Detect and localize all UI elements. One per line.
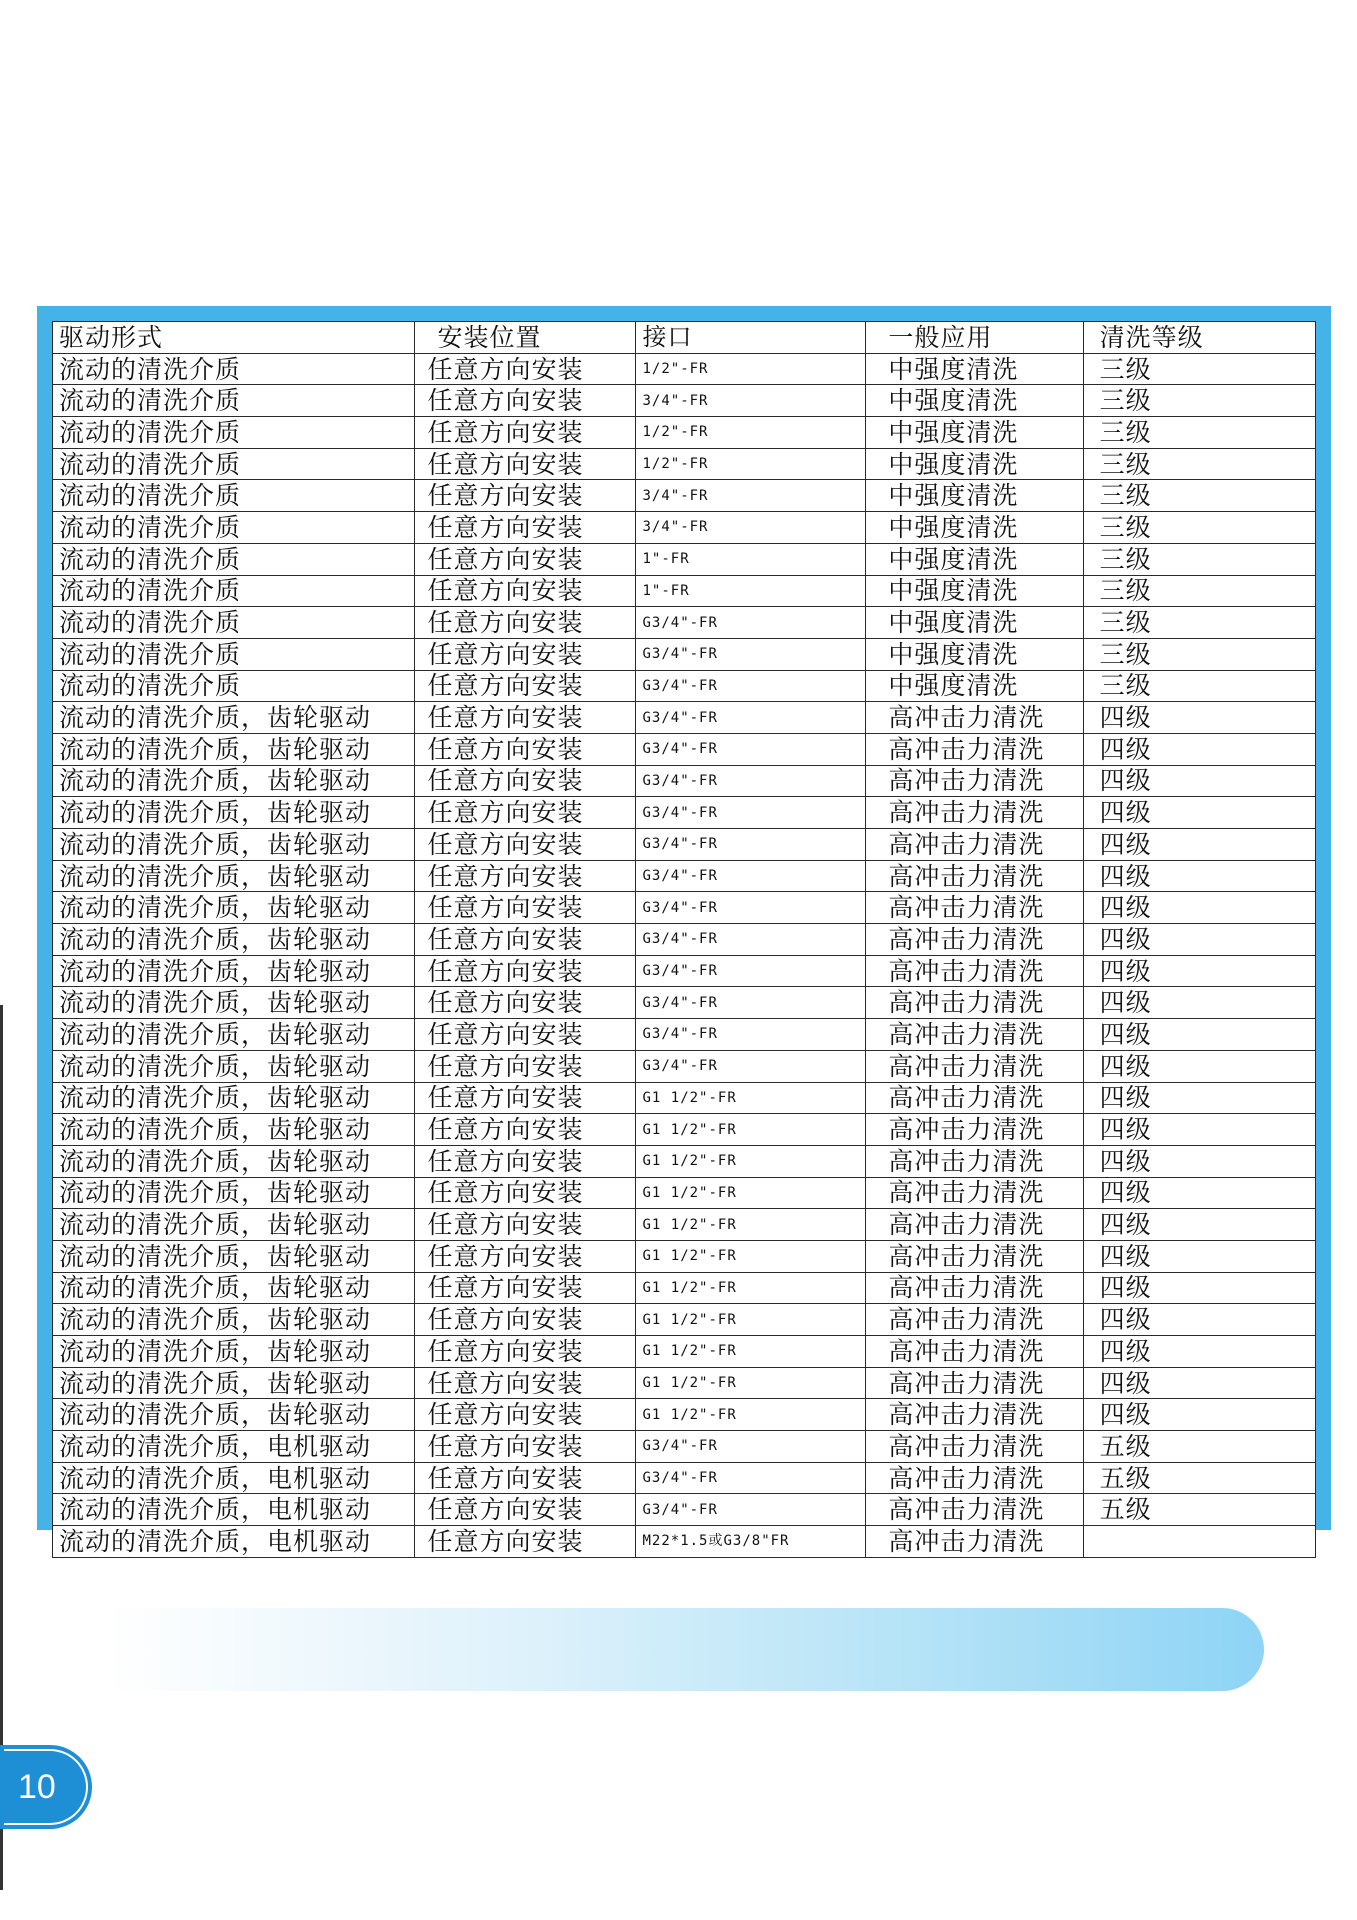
cell-cleaning-level: 四级	[1083, 733, 1315, 765]
cell-interface: G3/4"-FR	[636, 765, 866, 797]
cell-application: 高冲击力清洗	[866, 987, 1083, 1019]
cell-interface: G1 1/2"-FR	[636, 1145, 866, 1177]
table-row	[53, 543, 1316, 575]
cell-drive-type: 流动的清洗介质，齿轮驱动	[53, 1082, 415, 1114]
cell-application: 中强度清洗	[866, 353, 1083, 385]
cell-install-position: 任意方向安装	[415, 892, 636, 924]
table-row	[53, 1336, 1316, 1368]
cell-cleaning-level: 四级	[1083, 924, 1315, 956]
cell-application: 高冲击力清洗	[866, 1367, 1083, 1399]
cell-drive-type: 流动的清洗介质，齿轮驱动	[53, 924, 415, 956]
cell-cleaning-level: 四级	[1083, 1050, 1315, 1082]
cell-install-position: 任意方向安装	[415, 512, 636, 544]
cell-interface: 1/2"-FR	[636, 448, 866, 480]
cell-application: 高冲击力清洗	[866, 702, 1083, 734]
table-row	[53, 1304, 1316, 1336]
table-row	[53, 1462, 1316, 1494]
cell-interface: 1"-FR	[636, 575, 866, 607]
table-row	[53, 702, 1316, 734]
table-row	[53, 1209, 1316, 1241]
cell-application: 中强度清洗	[866, 543, 1083, 575]
cell-application: 中强度清洗	[866, 607, 1083, 639]
cell-install-position: 任意方向安装	[415, 987, 636, 1019]
cell-application: 高冲击力清洗	[866, 1431, 1083, 1463]
cell-install-position: 任意方向安装	[415, 765, 636, 797]
cell-cleaning-level: 五级	[1083, 1462, 1315, 1494]
cell-drive-type: 流动的清洗介质	[53, 417, 415, 449]
cell-install-position: 任意方向安装	[415, 1304, 636, 1336]
header-interface: 接口	[636, 322, 866, 354]
cell-application: 中强度清洗	[866, 638, 1083, 670]
cell-drive-type: 流动的清洗介质，齿轮驱动	[53, 1367, 415, 1399]
cell-application: 高冲击力清洗	[866, 1177, 1083, 1209]
cell-application: 高冲击力清洗	[866, 797, 1083, 829]
cell-interface: 1/2"-FR	[636, 417, 866, 449]
cell-drive-type: 流动的清洗介质，齿轮驱动	[53, 955, 415, 987]
cell-application: 高冲击力清洗	[866, 1494, 1083, 1526]
cell-cleaning-level: 三级	[1083, 448, 1315, 480]
table-row	[53, 955, 1316, 987]
cell-cleaning-level: 三级	[1083, 480, 1315, 512]
cell-drive-type: 流动的清洗介质，电机驱动	[53, 1494, 415, 1526]
cell-install-position: 任意方向安装	[415, 670, 636, 702]
cell-interface: G3/4"-FR	[636, 1462, 866, 1494]
cell-drive-type: 流动的清洗介质，齿轮驱动	[53, 1272, 415, 1304]
cell-interface: 1"-FR	[636, 543, 866, 575]
cell-drive-type: 流动的清洗介质，齿轮驱动	[53, 765, 415, 797]
spec-table-frame	[37, 306, 1331, 1556]
cell-application: 高冲击力清洗	[866, 1304, 1083, 1336]
cell-drive-type: 流动的清洗介质	[53, 575, 415, 607]
table-row	[53, 1399, 1316, 1431]
cell-install-position: 任意方向安装	[415, 1336, 636, 1368]
cell-drive-type: 流动的清洗介质，电机驱动	[53, 1526, 415, 1558]
cell-drive-type: 流动的清洗介质，齿轮驱动	[53, 1177, 415, 1209]
cell-application: 高冲击力清洗	[866, 1019, 1083, 1051]
cell-drive-type: 流动的清洗介质，齿轮驱动	[53, 1336, 415, 1368]
cell-application: 中强度清洗	[866, 480, 1083, 512]
cell-install-position: 任意方向安装	[415, 1431, 636, 1463]
cell-interface: 3/4"-FR	[636, 512, 866, 544]
cell-interface: G1 1/2"-FR	[636, 1209, 866, 1241]
cell-install-position: 任意方向安装	[415, 417, 636, 449]
cell-interface: G3/4"-FR	[636, 733, 866, 765]
table-row	[53, 892, 1316, 924]
cell-drive-type: 流动的清洗介质，齿轮驱动	[53, 797, 415, 829]
cell-cleaning-level: 三级	[1083, 638, 1315, 670]
table-row	[53, 1272, 1316, 1304]
table-row	[53, 638, 1316, 670]
spec-table	[52, 321, 1316, 1558]
cell-interface: G3/4"-FR	[636, 955, 866, 987]
cell-interface: G3/4"-FR	[636, 924, 866, 956]
cell-cleaning-level: 四级	[1083, 1336, 1315, 1368]
cell-install-position: 任意方向安装	[415, 1462, 636, 1494]
cell-interface: G3/4"-FR	[636, 1050, 866, 1082]
table-row	[53, 1082, 1316, 1114]
cell-drive-type: 流动的清洗介质，电机驱动	[53, 1431, 415, 1463]
cell-install-position: 任意方向安装	[415, 1114, 636, 1146]
cell-interface: G1 1/2"-FR	[636, 1240, 866, 1272]
cell-drive-type: 流动的清洗介质	[53, 353, 415, 385]
cell-install-position: 任意方向安装	[415, 1240, 636, 1272]
table-row	[53, 1177, 1316, 1209]
cell-cleaning-level: 四级	[1083, 1399, 1315, 1431]
table-row	[53, 1145, 1316, 1177]
cell-application: 高冲击力清洗	[866, 1114, 1083, 1146]
cell-install-position: 任意方向安装	[415, 1082, 636, 1114]
cell-drive-type: 流动的清洗介质	[53, 480, 415, 512]
cell-cleaning-level	[1083, 1526, 1315, 1558]
cell-drive-type: 流动的清洗介质，电机驱动	[53, 1462, 415, 1494]
cell-drive-type: 流动的清洗介质，齿轮驱动	[53, 1019, 415, 1051]
cell-drive-type: 流动的清洗介质，齿轮驱动	[53, 1399, 415, 1431]
cell-cleaning-level: 四级	[1083, 1145, 1315, 1177]
cell-drive-type: 流动的清洗介质	[53, 607, 415, 639]
cell-drive-type: 流动的清洗介质，齿轮驱动	[53, 1240, 415, 1272]
cell-interface: G3/4"-FR	[636, 702, 866, 734]
cell-interface: G1 1/2"-FR	[636, 1399, 866, 1431]
cell-cleaning-level: 三级	[1083, 543, 1315, 575]
cell-application: 高冲击力清洗	[866, 1240, 1083, 1272]
cell-interface: G1 1/2"-FR	[636, 1114, 866, 1146]
cell-install-position: 任意方向安装	[415, 1272, 636, 1304]
cell-application: 中强度清洗	[866, 512, 1083, 544]
table-row	[53, 829, 1316, 861]
cell-install-position: 任意方向安装	[415, 638, 636, 670]
cell-cleaning-level: 四级	[1083, 1082, 1315, 1114]
decorative-gradient-banner	[104, 1608, 1264, 1691]
cell-cleaning-level: 四级	[1083, 1304, 1315, 1336]
cell-install-position: 任意方向安装	[415, 1050, 636, 1082]
cell-cleaning-level: 四级	[1083, 987, 1315, 1019]
cell-install-position: 任意方向安装	[415, 1367, 636, 1399]
table-header-row	[53, 322, 1316, 354]
table-row	[53, 385, 1316, 417]
cell-interface: 1/2"-FR	[636, 353, 866, 385]
cell-interface: 3/4"-FR	[636, 385, 866, 417]
cell-install-position: 任意方向安装	[415, 955, 636, 987]
table-row	[53, 1050, 1316, 1082]
header-cleaning-level: 清洗等级	[1083, 322, 1315, 354]
cell-application: 高冲击力清洗	[866, 1209, 1083, 1241]
table-row	[53, 575, 1316, 607]
cell-install-position: 任意方向安装	[415, 924, 636, 956]
header-drive-type: 驱动形式	[53, 322, 415, 354]
cell-drive-type: 流动的清洗介质，齿轮驱动	[53, 892, 415, 924]
table-row	[53, 1367, 1316, 1399]
cell-cleaning-level: 四级	[1083, 765, 1315, 797]
cell-application: 高冲击力清洗	[866, 765, 1083, 797]
cell-install-position: 任意方向安装	[415, 1209, 636, 1241]
cell-install-position: 任意方向安装	[415, 829, 636, 861]
table-row	[53, 860, 1316, 892]
table-row	[53, 417, 1316, 449]
cell-application: 高冲击力清洗	[866, 955, 1083, 987]
cell-interface: G1 1/2"-FR	[636, 1367, 866, 1399]
cell-cleaning-level: 三级	[1083, 385, 1315, 417]
cell-drive-type: 流动的清洗介质，齿轮驱动	[53, 1304, 415, 1336]
table-row	[53, 670, 1316, 702]
cell-drive-type: 流动的清洗介质，齿轮驱动	[53, 1209, 415, 1241]
cell-install-position: 任意方向安装	[415, 607, 636, 639]
cell-cleaning-level: 三级	[1083, 670, 1315, 702]
cell-interface: G3/4"-FR	[636, 1019, 866, 1051]
cell-drive-type: 流动的清洗介质，齿轮驱动	[53, 733, 415, 765]
table-row	[53, 607, 1316, 639]
cell-install-position: 任意方向安装	[415, 1494, 636, 1526]
cell-install-position: 任意方向安装	[415, 733, 636, 765]
cell-install-position: 任意方向安装	[415, 385, 636, 417]
cell-install-position: 任意方向安装	[415, 448, 636, 480]
cell-install-position: 任意方向安装	[415, 480, 636, 512]
cell-application: 高冲击力清洗	[866, 1336, 1083, 1368]
cell-interface: G1 1/2"-FR	[636, 1177, 866, 1209]
cell-interface: G3/4"-FR	[636, 987, 866, 1019]
cell-drive-type: 流动的清洗介质，齿轮驱动	[53, 1114, 415, 1146]
cell-interface: G3/4"-FR	[636, 797, 866, 829]
cell-cleaning-level: 五级	[1083, 1494, 1315, 1526]
table-row	[53, 924, 1316, 956]
cell-application: 高冲击力清洗	[866, 1462, 1083, 1494]
table-row	[53, 1019, 1316, 1051]
cell-application: 中强度清洗	[866, 575, 1083, 607]
table-row	[53, 1431, 1316, 1463]
cell-install-position: 任意方向安装	[415, 353, 636, 385]
cell-application: 高冲击力清洗	[866, 733, 1083, 765]
table-row	[53, 480, 1316, 512]
cell-application: 中强度清洗	[866, 385, 1083, 417]
cell-drive-type: 流动的清洗介质，齿轮驱动	[53, 1145, 415, 1177]
cell-interface: G3/4"-FR	[636, 1494, 866, 1526]
cell-cleaning-level: 三级	[1083, 575, 1315, 607]
cell-application: 高冲击力清洗	[866, 1145, 1083, 1177]
cell-application: 中强度清洗	[866, 448, 1083, 480]
cell-application: 高冲击力清洗	[866, 1526, 1083, 1558]
table-row	[53, 353, 1316, 385]
cell-interface: G1 1/2"-FR	[636, 1082, 866, 1114]
table-row	[53, 1526, 1316, 1558]
spec-table-body	[53, 322, 1316, 1558]
cell-application: 高冲击力清洗	[866, 829, 1083, 861]
cell-interface: 3/4"-FR	[636, 480, 866, 512]
table-row	[53, 765, 1316, 797]
cell-interface: G1 1/2"-FR	[636, 1304, 866, 1336]
cell-install-position: 任意方向安装	[415, 702, 636, 734]
cell-install-position: 任意方向安装	[415, 860, 636, 892]
cell-interface: G3/4"-FR	[636, 638, 866, 670]
cell-install-position: 任意方向安装	[415, 1399, 636, 1431]
cell-cleaning-level: 四级	[1083, 1367, 1315, 1399]
cell-drive-type: 流动的清洗介质	[53, 670, 415, 702]
cell-cleaning-level: 五级	[1083, 1431, 1315, 1463]
cell-cleaning-level: 三级	[1083, 417, 1315, 449]
cell-interface: G3/4"-FR	[636, 607, 866, 639]
cell-application: 高冲击力清洗	[866, 892, 1083, 924]
cell-drive-type: 流动的清洗介质	[53, 512, 415, 544]
cell-application: 高冲击力清洗	[866, 924, 1083, 956]
cell-application: 高冲击力清洗	[866, 860, 1083, 892]
cell-cleaning-level: 四级	[1083, 1209, 1315, 1241]
cell-install-position: 任意方向安装	[415, 1526, 636, 1558]
cell-application: 中强度清洗	[866, 417, 1083, 449]
cell-cleaning-level: 四级	[1083, 829, 1315, 861]
cell-drive-type: 流动的清洗介质，齿轮驱动	[53, 987, 415, 1019]
cell-drive-type: 流动的清洗介质，齿轮驱动	[53, 1050, 415, 1082]
table-row	[53, 797, 1316, 829]
cell-cleaning-level: 四级	[1083, 702, 1315, 734]
cell-cleaning-level: 四级	[1083, 955, 1315, 987]
table-row	[53, 733, 1316, 765]
header-application: 一般应用	[866, 322, 1083, 354]
cell-interface: M22*1.5或G3/8"FR	[636, 1526, 866, 1558]
cell-cleaning-level: 四级	[1083, 1177, 1315, 1209]
cell-application: 高冲击力清洗	[866, 1272, 1083, 1304]
cell-cleaning-level: 三级	[1083, 512, 1315, 544]
cell-interface: G3/4"-FR	[636, 670, 866, 702]
cell-cleaning-level: 四级	[1083, 797, 1315, 829]
cell-cleaning-level: 四级	[1083, 1114, 1315, 1146]
table-row	[53, 448, 1316, 480]
table-row	[53, 512, 1316, 544]
cell-install-position: 任意方向安装	[415, 1177, 636, 1209]
cell-cleaning-level: 四级	[1083, 860, 1315, 892]
cell-application: 高冲击力清洗	[866, 1082, 1083, 1114]
cell-cleaning-level: 四级	[1083, 1240, 1315, 1272]
cell-application: 高冲击力清洗	[866, 1399, 1083, 1431]
cell-install-position: 任意方向安装	[415, 1019, 636, 1051]
cell-interface: G3/4"-FR	[636, 1431, 866, 1463]
cell-cleaning-level: 四级	[1083, 892, 1315, 924]
cell-cleaning-level: 四级	[1083, 1019, 1315, 1051]
cell-interface: G3/4"-FR	[636, 892, 866, 924]
cell-cleaning-level: 四级	[1083, 1272, 1315, 1304]
cell-application: 高冲击力清洗	[866, 1050, 1083, 1082]
cell-drive-type: 流动的清洗介质	[53, 448, 415, 480]
cell-drive-type: 流动的清洗介质，齿轮驱动	[53, 860, 415, 892]
table-row	[53, 1494, 1316, 1526]
table-row	[53, 987, 1316, 1019]
cell-interface: G1 1/2"-FR	[636, 1272, 866, 1304]
cell-drive-type: 流动的清洗介质，齿轮驱动	[53, 702, 415, 734]
table-row	[53, 1114, 1316, 1146]
cell-cleaning-level: 三级	[1083, 353, 1315, 385]
cell-install-position: 任意方向安装	[415, 575, 636, 607]
cell-interface: G3/4"-FR	[636, 829, 866, 861]
cell-drive-type: 流动的清洗介质	[53, 385, 415, 417]
cell-drive-type: 流动的清洗介质	[53, 543, 415, 575]
cell-drive-type: 流动的清洗介质	[53, 638, 415, 670]
cell-cleaning-level: 三级	[1083, 607, 1315, 639]
cell-install-position: 任意方向安装	[415, 797, 636, 829]
page-number: 10	[18, 1768, 56, 1806]
cell-install-position: 任意方向安装	[415, 543, 636, 575]
cell-interface: G3/4"-FR	[636, 860, 866, 892]
cell-install-position: 任意方向安装	[415, 1145, 636, 1177]
cell-drive-type: 流动的清洗介质，齿轮驱动	[53, 829, 415, 861]
cell-application: 中强度清洗	[866, 670, 1083, 702]
header-install-position: 安装位置	[415, 322, 636, 354]
cell-interface: G1 1/2"-FR	[636, 1336, 866, 1368]
table-row	[53, 1240, 1316, 1272]
